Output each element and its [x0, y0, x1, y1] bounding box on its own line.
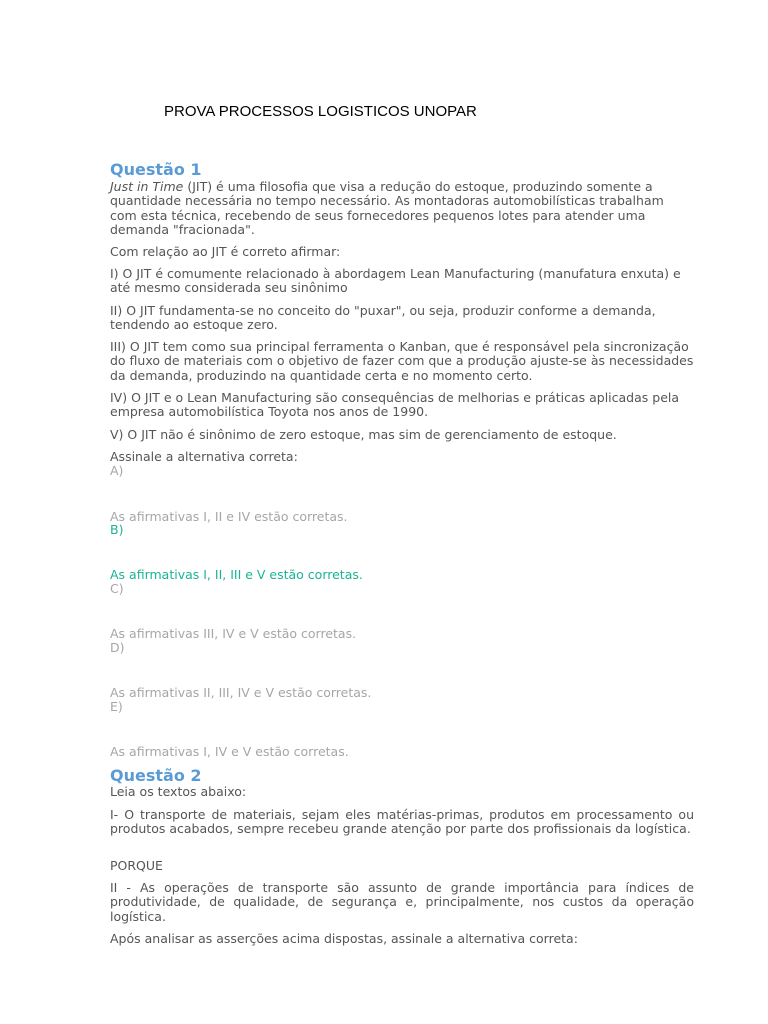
question-2-instruction: Após analisar as asserções acima dispostas, assinale a alternativa correta:	[110, 931, 578, 946]
statement-1: I) O JIT é comumente relacionado à abordagem Lean Manufacturing (manufatura enxuta) e até mesmo considerada seu sinônimo	[110, 266, 681, 296]
option-e-text[interactable]: As afirmativas I, IV e V estão corretas.	[110, 744, 349, 759]
statement-3: III) O JIT tem como sua principal ferramenta o Kanban, que é responsável pela sincronização do fluxo de materiais com o objetivo de fazer com que a produção ajuste-se às necessidades da demanda, produzindo na quantidade certa e no momento certo.	[110, 339, 694, 383]
statement-4: IV) O JIT e o Lean Manufacturing são consequências de melhorias e práticas aplicadas pela empresa automobilística Toyota nos anos de 1990.	[110, 390, 680, 420]
question-1-prompt: Com relação ao JIT é correto afirmar:	[110, 244, 341, 259]
intro-term: Just in Time	[110, 179, 184, 194]
question-2-intro: Leia os textos abaixo:	[110, 784, 247, 799]
assertion-1: I- O transporte de materiais, sejam eles matérias-primas, produtos em processamento ou produtos acabados, sempre recebeu grande atenção por parte dos profissionais da logística.	[110, 807, 694, 837]
option-c-letter[interactable]: C)	[110, 581, 124, 596]
option-a-letter[interactable]: A)	[110, 463, 124, 478]
option-b-text[interactable]: As afirmativas I, II, III e V estão corretas.	[110, 567, 363, 582]
question-1-instruction: Assinale a alternativa correta:	[110, 449, 298, 464]
document-title: PROVA PROCESSOS LOGISTICOS UNOPAR	[164, 103, 477, 120]
intro-text: (JIT) é uma filosofia que visa a redução do estoque, produzindo somente a quantidade necessária no tempo necessário. As montadoras automobilísticas trabalham com esta técnica, recebendo de seus fornecedores pequenos lotes para atender uma demanda "fracionada".	[110, 179, 664, 237]
option-e-letter[interactable]: E)	[110, 699, 123, 714]
option-c-text[interactable]: As afirmativas III, IV e V estão corretas.	[110, 626, 357, 641]
question-1-heading: Questão 1	[110, 160, 202, 179]
statement-2: II) O JIT fundamenta-se no conceito do "puxar", ou seja, produzir conforme a demanda, tendendo ao estoque zero.	[110, 303, 656, 333]
question-1-intro	[110, 180, 694, 237]
option-b-letter[interactable]: B)	[110, 522, 124, 537]
option-a-text[interactable]: As afirmativas I, II e IV estão corretas.	[110, 509, 348, 524]
assertion-connector: PORQUE	[110, 858, 163, 873]
statement-5: V) O JIT não é sinônimo de zero estoque, mas sim de gerenciamento de estoque.	[110, 427, 617, 442]
option-d-text[interactable]: As afirmativas II, III, IV e V estão corretas.	[110, 685, 372, 700]
option-d-letter[interactable]: D)	[110, 640, 125, 655]
question-2-heading: Questão 2	[110, 766, 202, 785]
assertion-2: II - As operações de transporte são assunto de grande importância para índices de produtividade, de qualidade, de segurança e, principalmente, nos custos da operação logística.	[110, 880, 694, 924]
